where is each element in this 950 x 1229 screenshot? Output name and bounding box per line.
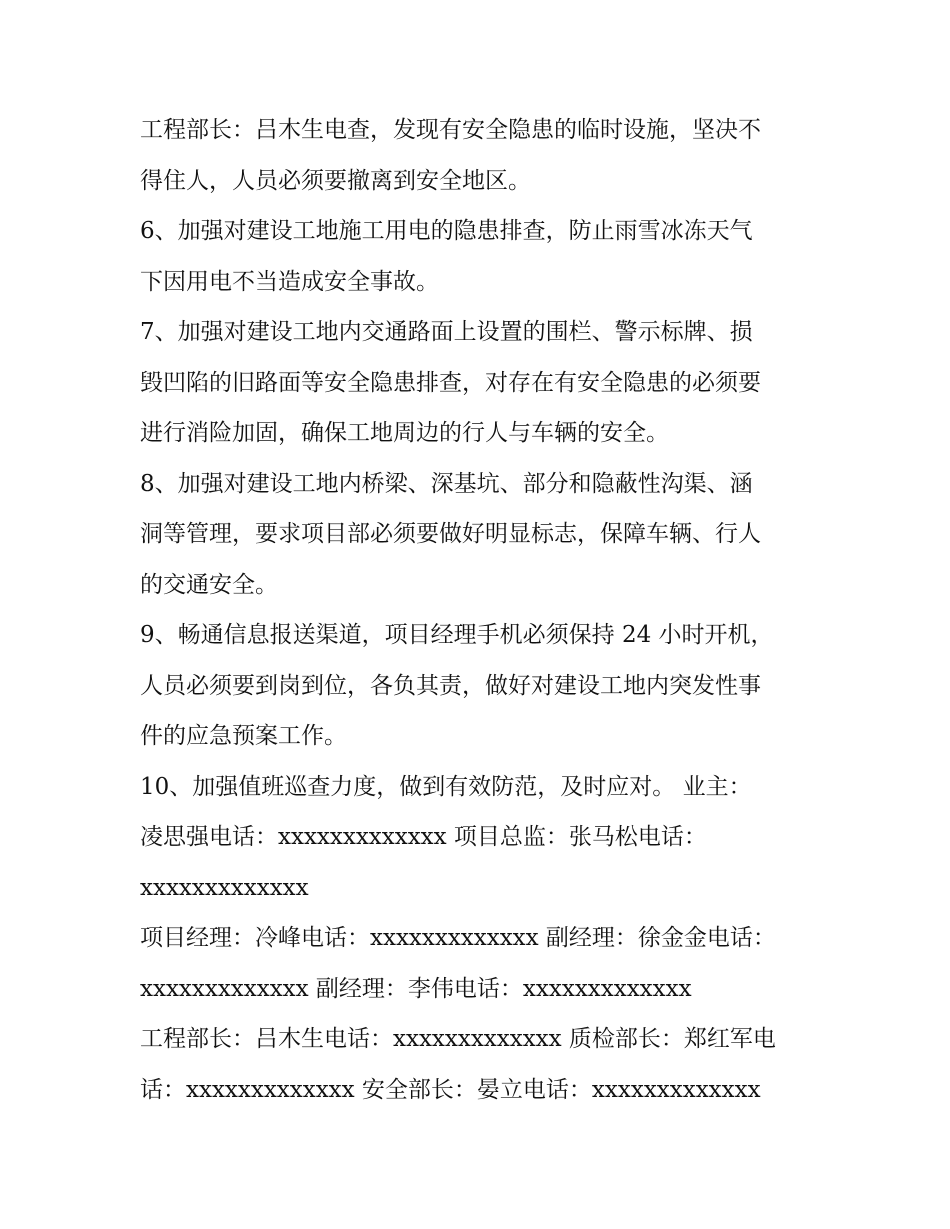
item-6-line-1: 6、加强对建设工地施工用电的隐患排查，防止雨雪冰冻天气 — [140, 218, 753, 244]
item-7-line-2: 毁凹陷的旧路面等安全隐患排查，对存在有安全隐患的必须要 — [140, 369, 761, 396]
item-7-line-1: 7、加强对建设工地内交通路面上设置的围栏、警示标牌、损 — [140, 319, 753, 345]
contact-line-5: 工程部长：吕木生电话：xxxxxxxxxxxxx 质检部长：郑红军电 — [140, 1026, 776, 1052]
item-8-line-3: 的交通安全。 — [140, 571, 278, 598]
item-9-line-3: 件的应急预案工作。 — [140, 723, 347, 749]
item-9-line-2: 人员必须要到岗到位，各负其责，做好对建设工地内突发性事 — [140, 672, 761, 699]
contact-line-1: 凌思强电话：xxxxxxxxxxxxx 项目总监：张马松电话： — [140, 824, 707, 850]
text-line-2: 得住人，人员必须要撤离到安全地区。 — [140, 167, 531, 194]
item-9-line-1: 9、畅通信息报送渠道，项目经理手机必须保持 24 小时开机， — [140, 622, 774, 648]
text-line-1: 工程部长：吕木生电查，发现有安全隐患的临时设施，坚决不 — [140, 117, 761, 143]
contact-line-2: xxxxxxxxxxxxx — [140, 874, 309, 901]
contact-line-3: 项目经理：冷峰电话：xxxxxxxxxxxxx 副经理：徐金金电话： — [140, 925, 776, 951]
item-8-line-1: 8、加强对建设工地内桥梁、深基坑、部分和隐蔽性沟渠、涵 — [140, 470, 753, 497]
item-8-line-2: 洞等管理，要求项目部必须要做好明显标志，保障车辆、行人 — [140, 521, 761, 547]
contact-line-4: xxxxxxxxxxxxx 副经理：李伟电话：xxxxxxxxxxxxx — [140, 975, 692, 1002]
contact-line-6: 话：xxxxxxxxxxxxx 安全部长：晏立电话：xxxxxxxxxxxxx — [140, 1076, 761, 1103]
item-6-line-2: 下因用电不当造成安全事故。 — [140, 268, 439, 295]
item-10-line-1: 10、加强值班巡查力度，做到有效防范，及时应对。 业主： — [140, 773, 752, 800]
item-7-line-3: 进行消险加固，确保工地周边的行人与车辆的安全。 — [140, 420, 669, 446]
document-body — [140, 105, 820, 1115]
